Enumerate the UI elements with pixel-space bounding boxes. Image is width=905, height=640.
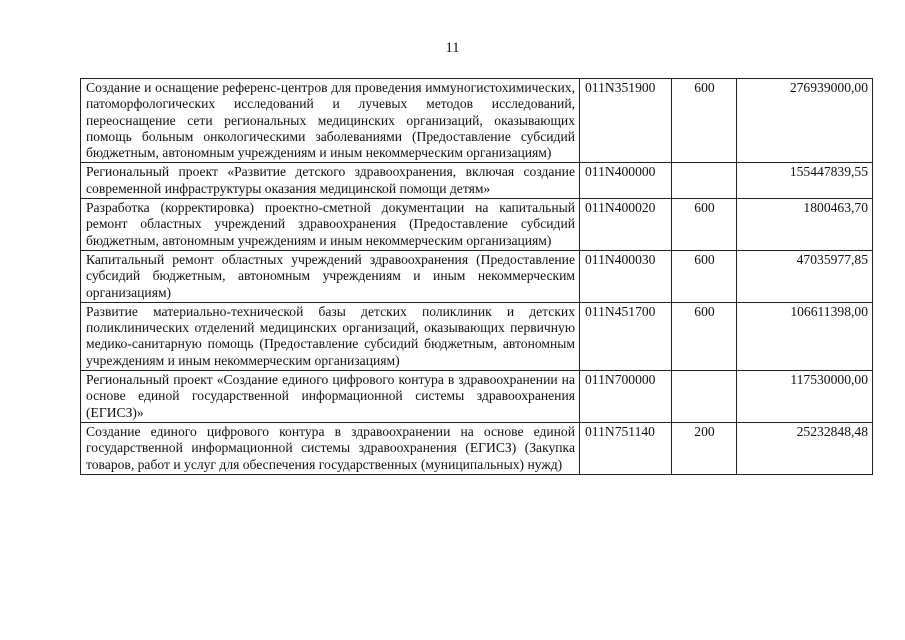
row-amount: 155447839,55 xyxy=(737,163,873,199)
row-target-code: 011N451700 xyxy=(580,302,672,370)
row-description: Региональный проект «Развитие детского здравоохранения, включая создание современной инфраструктуры оказания медицинской помощи детям» xyxy=(81,163,580,199)
budget-table xyxy=(80,78,873,475)
table-row xyxy=(81,371,873,423)
table-row xyxy=(81,250,873,302)
row-expense-type: 200 xyxy=(672,422,737,474)
row-expense-type xyxy=(672,163,737,199)
row-description: Развитие материально-технической базы детских поликлиник и детских поликлинических отделений медицинских организаций, оказывающих первичную медико-санитарную помощь (Предоставление субсидий бюджетным, автономным учреждениям и иным некоммерческим организациям) xyxy=(81,302,580,370)
row-description: Капитальный ремонт областных учреждений здравоохранения (Предоставление субсидий бюджетным, автономным учреждениям и иным некоммерческим организациям) xyxy=(81,250,580,302)
row-amount: 117530000,00 xyxy=(737,371,873,423)
row-amount: 1800463,70 xyxy=(737,199,873,251)
row-description: Разработка (корректировка) проектно-сметной документации на капитальный ремонт областных учреждений здравоохранения (Предоставление субсидий бюджетным, автономным учреждениям и иным некоммерческим организациям) xyxy=(81,199,580,251)
row-amount: 276939000,00 xyxy=(737,79,873,163)
row-target-code: 011N400030 xyxy=(580,250,672,302)
row-description: Региональный проект «Создание единого цифрового контура в здравоохранении на основе единой государственной информационной системы здравоохранения (ЕГИСЗ)» xyxy=(81,371,580,423)
row-target-code: 011N400000 xyxy=(580,163,672,199)
row-expense-type: 600 xyxy=(672,199,737,251)
row-description: Создание единого цифрового контура в здравоохранении на основе единой государственной информационной системы здравоохранения (ЕГИСЗ) (Закупка товаров, работ и услуг для обеспечения государственных (муниципальных) нужд) xyxy=(81,422,580,474)
table-row xyxy=(81,163,873,199)
row-amount: 25232848,48 xyxy=(737,422,873,474)
table-row xyxy=(81,422,873,474)
row-target-code: 011N700000 xyxy=(580,371,672,423)
row-amount: 47035977,85 xyxy=(737,250,873,302)
row-amount: 106611398,00 xyxy=(737,302,873,370)
row-target-code: 011N400020 xyxy=(580,199,672,251)
row-expense-type: 600 xyxy=(672,79,737,163)
row-description: Создание и оснащение референс-центров для проведения иммуногистохимических, патоморфологических исследований и лучевых методов исследований, переоснащение сети региональных медицинских организаций, оказывающих помощь больным онкологическими заболеваниями (Предоставление субсидий бюджетным, автономным учреждениям и иным некоммерческим организациям) xyxy=(81,79,580,163)
budget-table-body xyxy=(81,79,873,475)
table-row xyxy=(81,302,873,370)
row-target-code: 011N751140 xyxy=(580,422,672,474)
row-expense-type xyxy=(672,371,737,423)
table-row xyxy=(81,79,873,163)
row-target-code: 011N351900 xyxy=(580,79,672,163)
page-number: 11 xyxy=(445,40,460,56)
table-row xyxy=(81,199,873,251)
row-expense-type: 600 xyxy=(672,250,737,302)
row-expense-type: 600 xyxy=(672,302,737,370)
